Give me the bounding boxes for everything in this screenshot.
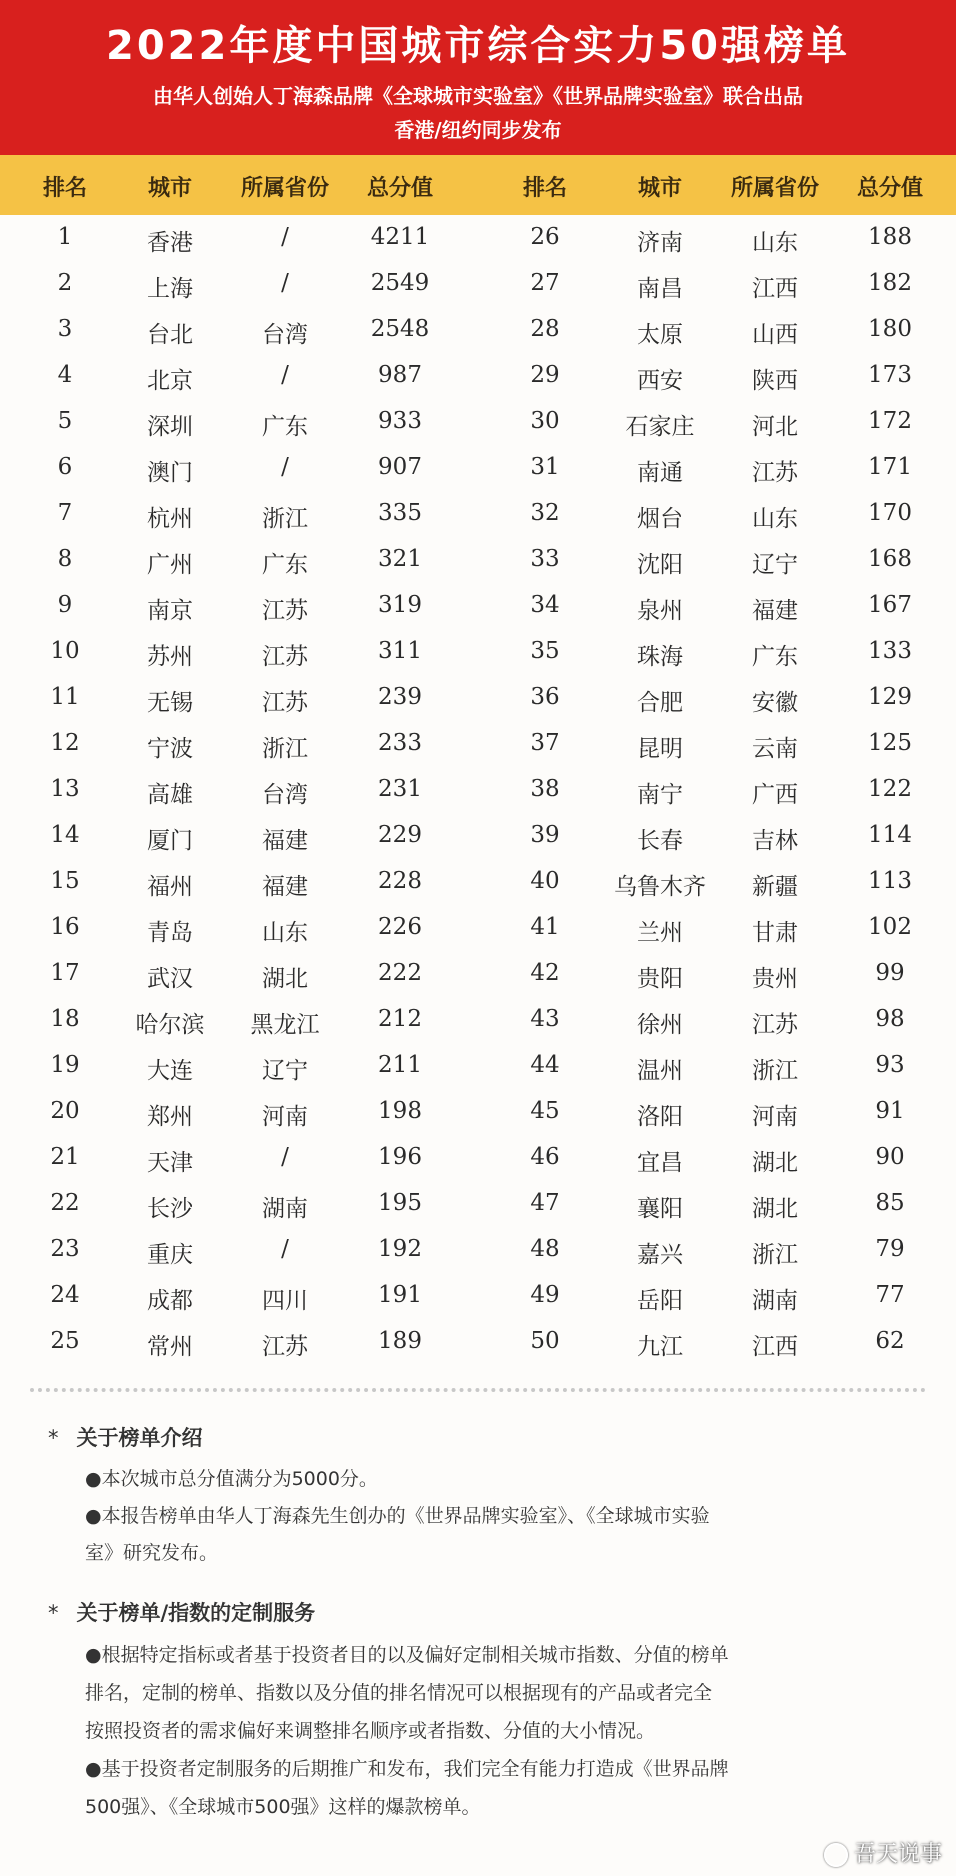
cell-left-province: 湖北 [262,966,308,992]
table-row [0,859,956,905]
cell-right-city: 长春 [637,828,683,854]
cell-right-rank: 36 [530,684,560,710]
cell-right-rank: 48 [530,1236,560,1262]
cell-right-province: 甘肃 [752,920,798,946]
cell-right-score: 170 [868,500,912,526]
cell-left-city: 深圳 [147,414,193,440]
col-score-right: 总分值 [856,176,923,201]
cell-right-score: 129 [868,684,912,710]
cell-right-city: 南昌 [637,276,683,302]
cell-right-province: 贵州 [752,966,798,992]
cell-right-rank: 34 [530,592,560,618]
cell-right-city: 泉州 [637,598,683,624]
cell-left-score: 211 [378,1052,422,1078]
title-banner [0,0,956,155]
cell-left-score: 321 [378,546,422,572]
cell-right-rank: 26 [530,224,560,250]
cell-left-city: 郑州 [147,1104,193,1130]
cell-left-rank: 13 [50,776,80,802]
cell-left-rank: 8 [57,546,73,572]
cell-left-rank: 3 [57,316,73,342]
cell-left-province: 福建 [262,828,308,854]
cell-right-city: 岳阳 [637,1288,683,1314]
cell-right-score: 91 [875,1098,905,1124]
cell-left-rank: 12 [50,730,80,756]
table-row [0,905,956,951]
cell-right-city: 洛阳 [637,1104,683,1130]
cell-left-score: 195 [378,1190,422,1216]
cell-right-rank: 27 [530,270,560,296]
cell-left-city: 哈尔滨 [135,1012,205,1038]
cell-left-rank: 23 [50,1236,80,1262]
cell-left-rank: 25 [50,1328,80,1354]
cell-right-rank: 39 [530,822,560,848]
cell-left-score: 196 [378,1144,422,1170]
cell-left-rank: 5 [57,408,73,434]
cell-right-rank: 44 [530,1052,560,1078]
cell-left-score: 189 [378,1328,422,1354]
cell-right-rank: 31 [530,454,560,480]
cell-left-city: 常州 [147,1334,193,1360]
cell-left-rank: 17 [50,960,80,986]
note-line: 排名，定制的榜单、指数以及分值的排名情况可以根据现有的产品或者完全 [85,1682,713,1704]
col-score-left: 总分值 [366,176,433,201]
cell-right-province: 江苏 [752,1012,798,1038]
cell-right-province: 辽宁 [752,552,798,578]
cell-right-province: 江苏 [752,460,798,486]
cell-right-province: 福建 [752,598,798,624]
cell-right-province: 浙江 [752,1242,798,1268]
table-row [0,445,956,491]
cell-right-score: 93 [875,1052,905,1078]
cell-right-rank: 32 [530,500,560,526]
cell-left-city: 厦门 [147,828,193,854]
col-city-left: 城市 [147,176,192,201]
cell-right-city: 合肥 [637,690,683,716]
cell-left-province: / [281,454,289,480]
cell-left-score: 239 [378,684,422,710]
cell-right-rank: 41 [530,914,560,940]
watermark-text: 吾天说事 [853,1842,942,1867]
cell-left-rank: 15 [50,868,80,894]
table-row [0,951,956,997]
cell-right-province: 陕西 [752,368,798,394]
cell-right-province: 吉林 [752,828,798,854]
cell-left-city: 高雄 [147,782,193,808]
cell-right-city: 乌鲁木齐 [614,874,706,900]
cell-left-province: / [281,270,289,296]
table-row [0,767,956,813]
cell-right-rank: 35 [530,638,560,664]
cell-left-city: 大连 [147,1058,193,1084]
cell-left-score: 987 [378,362,422,388]
cell-left-rank: 2 [57,270,73,296]
table-row [0,1135,956,1181]
col-rank-right: 排名 [522,176,567,201]
note-line: ●根据特定指标或者基于投资者目的以及偏好定制相关城市指数、分值的榜单 [85,1644,729,1666]
cell-right-score: 85 [875,1190,905,1216]
cell-left-city: 台北 [147,322,193,348]
cell-left-city: 成都 [147,1288,193,1314]
cell-right-city: 南通 [637,460,683,486]
table-row [0,997,956,1043]
cell-right-city: 石家庄 [625,414,695,440]
cell-right-rank: 33 [530,546,560,572]
cell-right-city: 烟台 [637,506,683,532]
note-title-intro: 关于榜单介绍 [76,1426,203,1450]
note-title-custom: 关于榜单/指数的定制服务 [76,1601,316,1625]
cell-right-city: 济南 [637,230,683,256]
note-line: 500强》、《全球城市500强》这样的爆款榜单。 [85,1796,481,1818]
dotted-divider [30,1388,926,1392]
star-bullet: * [48,1601,59,1625]
cell-left-province: 台湾 [262,322,308,348]
cell-left-province: 黑龙江 [250,1012,320,1038]
cell-right-score: 114 [868,822,912,848]
table-row [0,353,956,399]
cell-left-score: 226 [378,914,422,940]
table-row [0,1319,956,1365]
cell-right-province: 山东 [752,506,798,532]
cell-right-score: 113 [868,868,912,894]
cell-right-score: 133 [868,638,912,664]
cell-left-score: 2548 [370,316,430,342]
table-row [0,399,956,445]
cell-left-score: 229 [378,822,422,848]
cell-right-province: 河北 [752,414,798,440]
cell-right-rank: 30 [530,408,560,434]
cell-left-city: 重庆 [147,1242,193,1268]
cell-left-city: 南京 [147,598,193,624]
cell-left-score: 311 [378,638,422,664]
cell-right-city: 珠海 [637,644,683,670]
cell-left-city: 广州 [147,552,193,578]
subtitle-release: 香港/纽约同步发布 [394,118,562,142]
cell-left-province: 江苏 [262,1334,308,1360]
cell-left-province: 江苏 [262,690,308,716]
cell-right-rank: 50 [530,1328,560,1354]
cell-right-score: 171 [868,454,912,480]
table-row [0,721,956,767]
cell-right-score: 62 [875,1328,905,1354]
cell-left-province: / [281,362,289,388]
cell-left-rank: 7 [57,500,73,526]
cell-left-city: 福州 [147,874,193,900]
table-row [0,583,956,629]
cell-right-province: 湖北 [752,1196,798,1222]
cell-left-score: 228 [378,868,422,894]
cell-left-city: 长沙 [147,1196,193,1222]
cell-left-city: 天津 [147,1150,193,1176]
cell-left-province: 浙江 [262,506,308,532]
cell-right-score: 180 [868,316,912,342]
cell-right-score: 125 [868,730,912,756]
cell-right-rank: 42 [530,960,560,986]
cell-left-score: 191 [378,1282,422,1308]
cell-right-score: 90 [875,1144,905,1170]
cell-right-score: 167 [868,592,912,618]
note-heading-intro [48,1422,203,1452]
cell-left-rank: 20 [50,1098,80,1124]
cell-right-province: 湖北 [752,1150,798,1176]
cell-left-rank: 19 [50,1052,80,1078]
cell-left-score: 335 [378,500,422,526]
cell-left-city: 上海 [147,276,193,302]
cell-right-city: 太原 [637,322,683,348]
note-line: ●本次城市总分值满分为5000分。 [85,1468,378,1490]
cell-left-province: / [281,1144,289,1170]
cell-right-province: 江西 [752,276,798,302]
cell-left-rank: 21 [50,1144,80,1170]
cell-left-score: 222 [378,960,422,986]
cell-left-score: 233 [378,730,422,756]
cell-right-score: 168 [868,546,912,572]
cell-right-rank: 40 [530,868,560,894]
cell-right-score: 188 [868,224,912,250]
cell-right-province: 湖南 [752,1288,798,1314]
cell-left-rank: 1 [57,224,73,250]
cell-left-province: / [281,1236,289,1262]
column-header-row [0,155,956,215]
cell-right-rank: 49 [530,1282,560,1308]
cell-right-score: 77 [875,1282,905,1308]
cell-left-province: 广东 [262,414,308,440]
cell-left-score: 231 [378,776,422,802]
col-province-left: 所属省份 [240,176,329,201]
cell-right-city: 嘉兴 [637,1242,683,1268]
subtitle-publisher: 由华人创始人丁海森品牌《全球城市实验室》《世界品牌实验室》联合出品 [153,84,803,108]
cell-right-province: 山西 [752,322,798,348]
cell-right-province: 安徽 [752,690,798,716]
cell-right-province: 云南 [752,736,798,762]
cell-left-score: 933 [378,408,422,434]
cell-left-score: 192 [378,1236,422,1262]
col-rank-left: 排名 [42,176,87,201]
cell-left-score: 4211 [370,224,430,250]
table-row [0,537,956,583]
cell-left-score: 907 [378,454,422,480]
cell-left-city: 无锡 [147,690,193,716]
cell-left-rank: 11 [50,684,80,710]
cell-left-city: 宁波 [147,736,193,762]
cell-right-rank: 29 [530,362,560,388]
cell-left-province: 辽宁 [262,1058,308,1084]
cell-right-province: 广西 [752,782,798,808]
cell-left-score: 198 [378,1098,422,1124]
cell-left-province: 四川 [262,1288,308,1314]
cell-right-rank: 46 [530,1144,560,1170]
cell-right-rank: 37 [530,730,560,756]
cell-left-city: 香港 [147,230,193,256]
note-line: ●基于投资者定制服务的后期推广和发布，我们完全有能力打造成《世界品牌 [85,1758,729,1780]
col-city-right: 城市 [637,176,682,201]
cell-left-province: 江苏 [262,644,308,670]
table-row [0,629,956,675]
cell-right-score: 122 [868,776,912,802]
cell-right-city: 沈阳 [637,552,683,578]
cell-right-score: 182 [868,270,912,296]
cell-right-score: 79 [875,1236,905,1262]
cell-right-city: 襄阳 [637,1196,683,1222]
cell-right-rank: 45 [530,1098,560,1124]
cell-left-rank: 22 [50,1190,80,1216]
cell-right-city: 南宁 [637,782,683,808]
cell-left-rank: 9 [57,592,73,618]
cell-right-city: 宜昌 [637,1150,683,1176]
table-row [0,1089,956,1135]
note-heading-custom [48,1597,315,1627]
cell-left-city: 苏州 [147,644,193,670]
cell-left-province: / [281,224,289,250]
cell-left-rank: 24 [50,1282,80,1308]
table-row [0,675,956,721]
cell-left-rank: 16 [50,914,80,940]
cell-left-score: 212 [378,1006,422,1032]
cell-right-rank: 28 [530,316,560,342]
cell-right-city: 温州 [637,1058,683,1084]
cell-right-province: 河南 [752,1104,798,1130]
cell-left-city: 北京 [147,368,193,394]
cell-right-city: 昆明 [637,736,683,762]
cell-left-rank: 6 [57,454,73,480]
cell-left-score: 319 [378,592,422,618]
cell-left-rank: 4 [57,362,73,388]
cell-left-province: 台湾 [262,782,308,808]
table-row [0,215,956,261]
cell-right-rank: 38 [530,776,560,802]
table-row [0,261,956,307]
cell-right-province: 广东 [752,644,798,670]
cell-right-province: 山东 [752,230,798,256]
star-bullet: * [48,1426,59,1450]
watermark [824,1837,942,1868]
cell-right-city: 兰州 [637,920,683,946]
cell-left-city: 武汉 [147,966,193,992]
cell-left-rank: 10 [50,638,80,664]
cell-right-score: 102 [868,914,912,940]
cell-left-province: 湖南 [262,1196,308,1222]
cell-right-score: 98 [875,1006,905,1032]
cell-left-province: 福建 [262,874,308,900]
cell-right-rank: 43 [530,1006,560,1032]
cell-left-rank: 14 [50,822,80,848]
cell-left-rank: 18 [50,1006,80,1032]
table-row [0,307,956,353]
cell-left-province: 江苏 [262,598,308,624]
watermark-logo-icon [824,1843,848,1867]
table-row [0,1273,956,1319]
cell-right-rank: 47 [530,1190,560,1216]
cell-right-city: 贵阳 [637,966,683,992]
cell-left-score: 2549 [370,270,430,296]
table-row [0,813,956,859]
note-line: 按照投资者的需求偏好来调整排名顺序或者指数、分值的大小情况。 [85,1720,656,1742]
table-row [0,1227,956,1273]
cell-right-score: 173 [868,362,912,388]
cell-left-city: 澳门 [147,460,193,486]
cell-right-province: 新疆 [752,874,798,900]
cell-right-city: 徐州 [637,1012,683,1038]
cell-left-province: 河南 [262,1104,308,1130]
table-row [0,1181,956,1227]
cell-right-score: 99 [875,960,905,986]
cell-right-city: 九江 [637,1334,683,1360]
col-province-right: 所属省份 [730,176,819,201]
cell-left-province: 山东 [262,920,308,946]
note-line: 室》研究发布。 [85,1542,219,1564]
cell-left-city: 杭州 [147,506,193,532]
cell-right-province: 浙江 [752,1058,798,1084]
cell-right-city: 西安 [637,368,683,394]
cell-right-province: 江西 [752,1334,798,1360]
page-title: 2022年度中国城市综合实力50强榜单 [106,23,850,69]
note-line: ●本报告榜单由华人丁海森先生创办的《世界品牌实验室》、《全球城市实验 [85,1505,710,1527]
cell-left-city: 青岛 [147,920,193,946]
cell-right-score: 172 [868,408,912,434]
cell-left-province: 浙江 [262,736,308,762]
ranking-table [0,215,956,1365]
table-row [0,491,956,537]
cell-left-province: 广东 [262,552,308,578]
table-row [0,1043,956,1089]
